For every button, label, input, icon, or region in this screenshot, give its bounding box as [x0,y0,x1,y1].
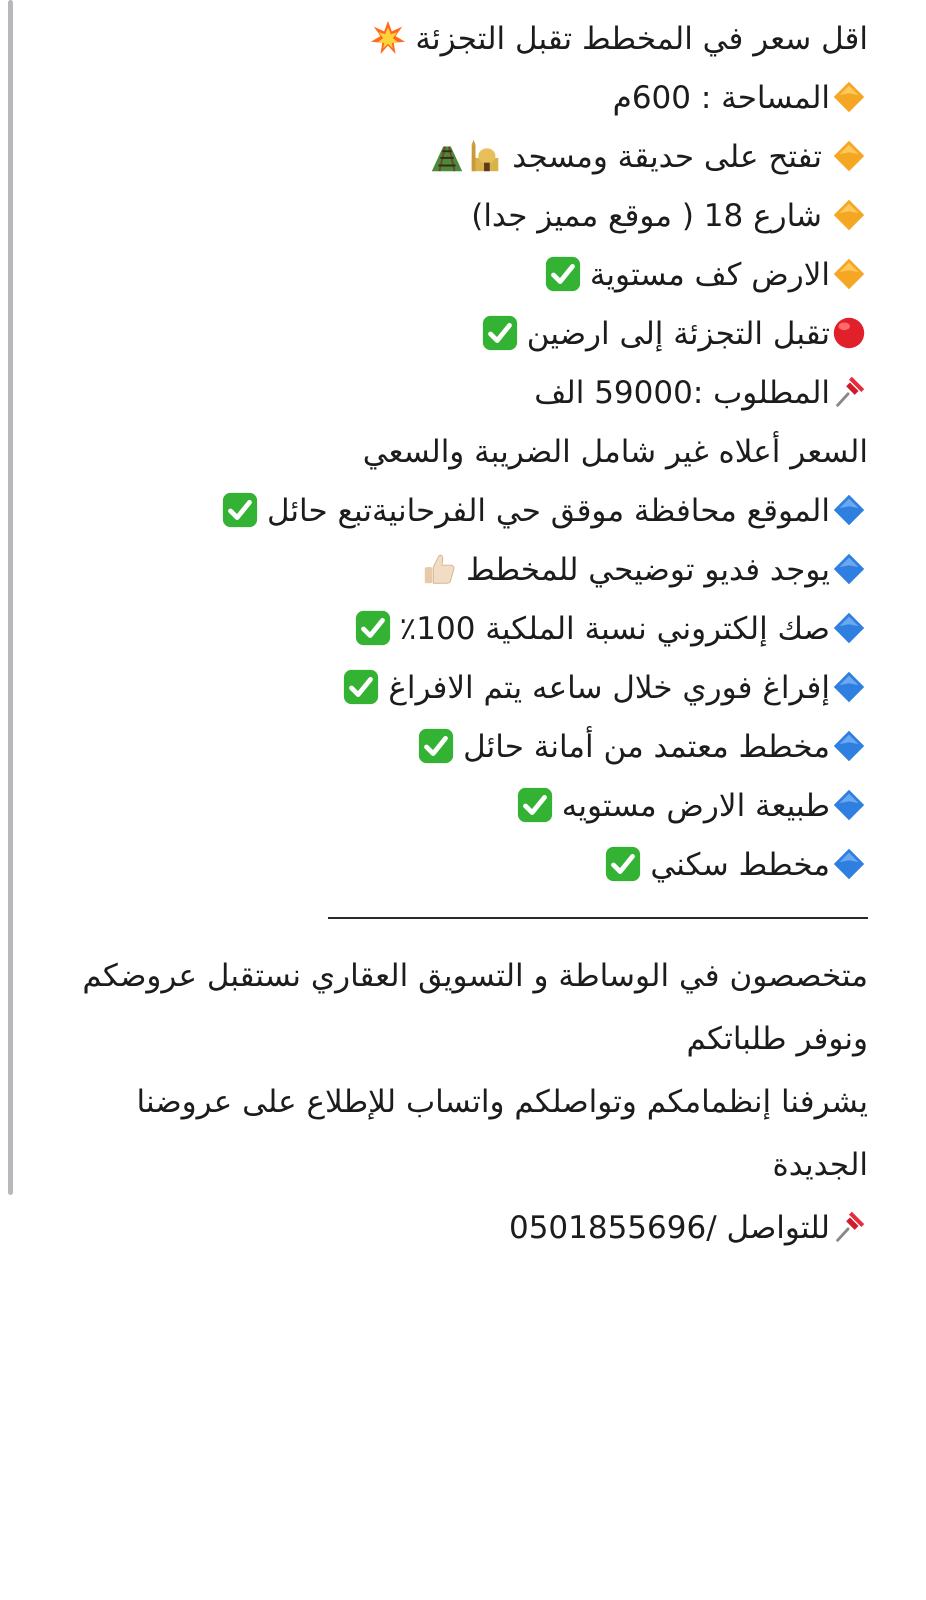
line-text: الموقع محافظة موقق حي الفرحانيةتبع حائل [266,493,830,529]
blue-diamond-icon [830,845,868,883]
line-text: صك إلكتروني نسبة الملكية 100٪ [399,611,830,647]
footer-para-services [60,945,868,1071]
line-text: شارع 18 ( موقع مميز جدا) [471,198,822,234]
line-deed [60,600,868,659]
check-mark-icon [342,668,380,706]
check-mark-icon [516,786,554,824]
separator-rule [60,895,868,935]
orange-diamond-icon [830,78,868,116]
check-mark-icon [544,255,582,293]
line-text: تقبل التجزئة إلى ارضين [526,316,830,352]
line-split [60,305,868,364]
blue-diamond-icon [830,491,868,529]
blue-diamond-icon [830,609,868,647]
line-approved [60,718,868,777]
line-text: السعر أعلاه غير شامل الضريبة والسعي [362,434,868,470]
line-headline [60,10,868,69]
check-mark-icon [354,609,392,647]
check-mark-icon [417,727,455,765]
line-flat-land [60,246,868,305]
footer-text: متخصصون في الوساطة و التسويق العقاري نستقبل عروضكم ونوفر طلباتكم [82,958,868,1057]
line-text: المساحة : 600م [612,80,830,116]
blue-diamond-icon [830,727,868,765]
scroll-indicator[interactable] [8,0,13,1195]
check-mark-icon [221,491,259,529]
orange-diamond-icon [830,196,868,234]
line-text: الارض كف مستوية [589,257,830,293]
collision-icon [369,19,407,57]
blue-diamond-icon [830,786,868,824]
note-body[interactable] [60,10,868,1260]
line-text: المطلوب :59000 الف [534,375,830,411]
pushpin-icon [830,1208,868,1246]
contact-phone[interactable]: للتواصل /0501855696 [508,1210,830,1246]
line-park-mosque [60,128,868,187]
pushpin-icon [830,373,868,411]
line-contact [60,1197,868,1260]
line-video [60,541,868,600]
line-location [60,482,868,541]
footer-para-invite [60,1071,868,1197]
check-mark-icon [604,845,642,883]
line-transfer [60,659,868,718]
orange-diamond-icon [830,255,868,293]
line-text: تفتح على حديقة ومسجد [512,139,822,175]
line-price [60,364,868,423]
blue-diamond-icon [830,668,868,706]
separator-line [328,917,868,919]
blue-diamond-icon [830,550,868,588]
mosque-icon [466,137,504,175]
thumbs-up-icon [420,550,458,588]
line-area [60,69,868,128]
orange-diamond-icon [830,137,868,175]
line-text: مخطط معتمد من أمانة حائل [463,729,830,765]
line-text: يوجد فديو توضيحي للمخطط [465,552,830,588]
check-mark-icon [481,314,519,352]
line-text: إفراغ فوري خلال ساعه يتم الافراغ [388,670,830,706]
line-text: طبيعة الارض مستويه [561,788,830,824]
line-text: مخطط سكني [650,847,830,883]
line-text: اقل سعر في المخطط تقبل التجزئة [415,21,868,57]
red-circle-icon [830,314,868,352]
line-residential [60,836,868,895]
railway-track-icon [428,137,466,175]
line-nature [60,777,868,836]
line-street [60,187,868,246]
line-tax-note [60,423,868,482]
footer-text: يشرفنا إنظمامكم وتواصلكم واتساب للإطلاع على عروضنا الجديدة [136,1084,868,1183]
